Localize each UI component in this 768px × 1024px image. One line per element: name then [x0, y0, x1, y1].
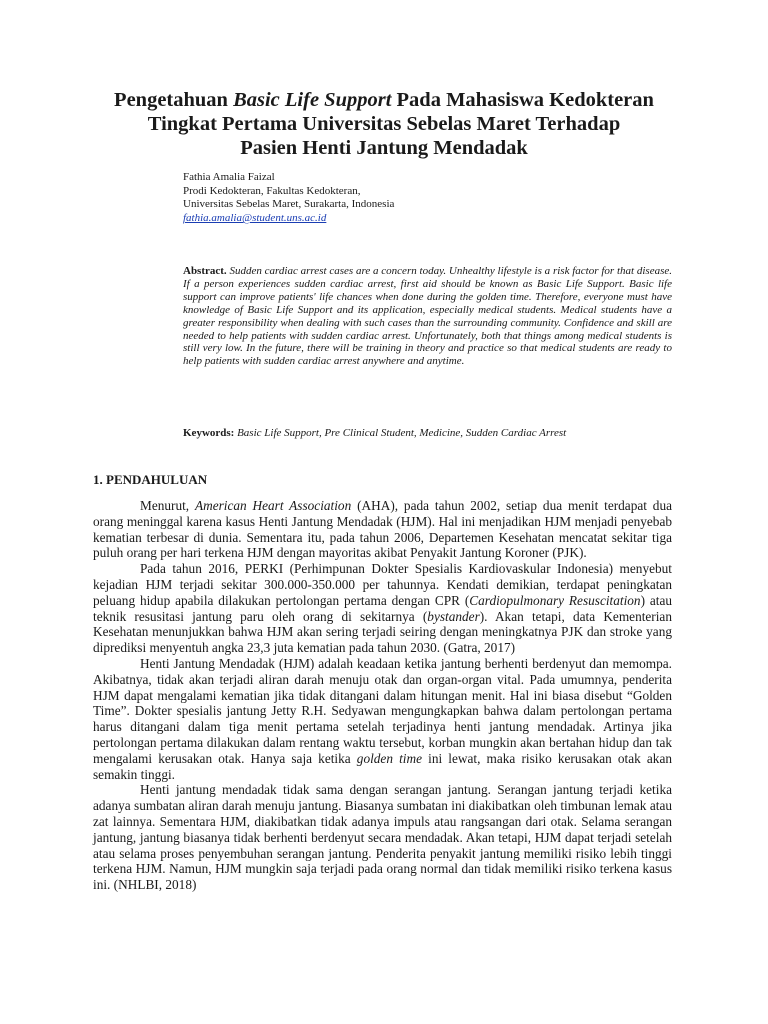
author-name: Fathia Amalia Faizal — [183, 171, 275, 183]
author-department: Prodi Kedokteran, Fakultas Kedokteran, — [183, 184, 361, 197]
keywords-label: Keywords: — [183, 427, 235, 439]
author-university: Universitas Sebelas Maret, Surakarta, Indonesia — [183, 198, 395, 211]
paragraph-italic: American Heart Association — [194, 498, 352, 513]
paragraph-text: Pada tahun 2016, PERKI (Perhimpunan Dokter Spesialis Kardiovaskular Indonesia) menyebut kejadian HJM terjadi sekitar 300.000-350.000 per tahunnya. Kendati demikian, terdapat peningkatan peluang hidup apabila dilakukan pertolongan pertama dengan CPR ( — [93, 561, 672, 608]
title-line-1 — [60, 88, 708, 112]
paragraph-text: ) atau teknik resusitasi jantung paru oleh orang di sekitarnya ( — [93, 592, 672, 624]
title-prefix: Pengetahuan — [114, 89, 234, 111]
paragraph-1 — [93, 498, 672, 561]
abstract-label: Abstract. — [183, 265, 227, 277]
title-line-3: Pasien Henti Jantung Mendadak — [240, 137, 528, 159]
paragraph-text: ). Akan tetapi, data Kementerian Kesehatan menunjukkan bahwa HJM akan sering terjadi seiring dengan meningkatnya PJK dan stroke yang diprediksi menyentuh angka 23,3 juta kematian pada tahun 2030. (Gatra, 2017) — [93, 608, 672, 656]
title-italic-term: Basic Life Support — [233, 89, 392, 111]
keywords-text: Basic Life Support, Pre Clinical Student, Medicine, Sudden Cardiac Arrest — [234, 427, 567, 439]
abstract — [183, 265, 672, 368]
author-email-link[interactable]: fathia.amalia@student.uns.ac.id — [183, 212, 327, 225]
paragraph-text: Henti jantung mendadak tidak sama dengan serangan jantung. Serangan jantung terjadi ketika adanya sumbatan aliran darah menuju jantung. Biasanya sumbatan ini diakibatkan oleh timbunan lemak atau zat lainnya. Sementara HJM, diakibatkan tidak adanya impuls atau rangsangan dari otak. Selama serangan jantung, jantung biasanya tidak berhenti berdenyut secara mendadak. Akan tetapi, HJM dapat terjadi setelah atau selama proses penyembuhan serangan jantung. Penderita penyakit jantung memiliki risiko lebih tinggi terkena HJM. Namun, HJM mungkin saja terjadi pada orang normal dan tidak memiliki risiko terkena kasus ini. (NHLBI, 2018) — [93, 782, 672, 893]
keywords — [183, 427, 566, 439]
abstract-text: Sudden cardiac arrest cases are a concern today. Unhealthy lifestyle is a risk factor for that disease. If a person experiences sudden cardiac arrest, first aid should be known as Basic Life Support. Basic life support can improve patients' life chances when done during the golden time. Therefore, everyone must have knowledge of Basic Life Support and its application, especially medical students. Medical students have a greater responsibility when dealing with such cases than the surrounding community. Confidence and skill are needed to help patients with sudden cardiac arrest. Unfortunately, both that things among medical students is still very low. In the future, there will be training in theory and practice so that medical students are ready to help patients with sudden cardiac arrest anywhere and anytime. — [183, 265, 672, 368]
paragraph-text: ini lewat, maka risiko kerusakan otak akan semakin tinggi. — [93, 750, 672, 782]
paragraph-3 — [93, 656, 672, 782]
title-suffix: Pada Mahasiswa Kedokteran — [391, 89, 654, 111]
body-text — [93, 498, 672, 893]
paragraph-4 — [93, 782, 672, 893]
paper-title — [60, 88, 708, 160]
paragraph-italic: golden time — [356, 750, 423, 766]
title-line-2: Tingkat Pertama Universitas Sebelas Maret Terhadap — [147, 113, 621, 135]
paragraph-text: Menurut, — [140, 498, 195, 513]
section-heading: 1. PENDAHULUAN — [93, 472, 208, 487]
paragraph-italic: bystander — [427, 608, 480, 624]
paragraph-italic: Cardiopulmonary Resuscitation — [469, 592, 641, 608]
author-block — [183, 171, 394, 226]
paragraph-text: Henti Jantung Mendadak (HJM) adalah keadaan ketika jantung berhenti berdenyut dan memompa. Akibatnya, tidak akan terjadi aliran darah menuju otak dan organ-organ vital. Pada umumnya, penderita HJM dapat mengalami kematian jika tidak ditangani dalam hitungan menit. Hal ini biasa disebut “Golden Time”. Dokter spesialis jantung Jetty R.H. Sedyawan mengungkapkan bahwa dalam pertolongan pertama harus ditangani dalam tiga menit pertama setelah terjadinya henti jantung mendadak. Artinya jika pertolongan pertama dilakukan dalam rentang waktu tersebut, korban mungkin akan bertahan hidup dan tak mengalami kerusakan otak. Hanya saja ketika — [93, 655, 672, 766]
paragraph-2 — [93, 561, 672, 656]
paragraph-text: (AHA), pada tahun 2002, setiap dua menit terdapat dua orang meninggal karena kasus Henti Jantung Mendadak (HJM). Hal ini menjadikan HJM menjadi penyebab kematian terbesar di dunia. Sementara itu, pada tahun 2006, Departemen Kesehatan mencatat sekitar tiga puluh orang per hari terkena HJM dengan mayoritas akibat Penyakit Jantung Koroner (PJK). — [93, 498, 672, 561]
